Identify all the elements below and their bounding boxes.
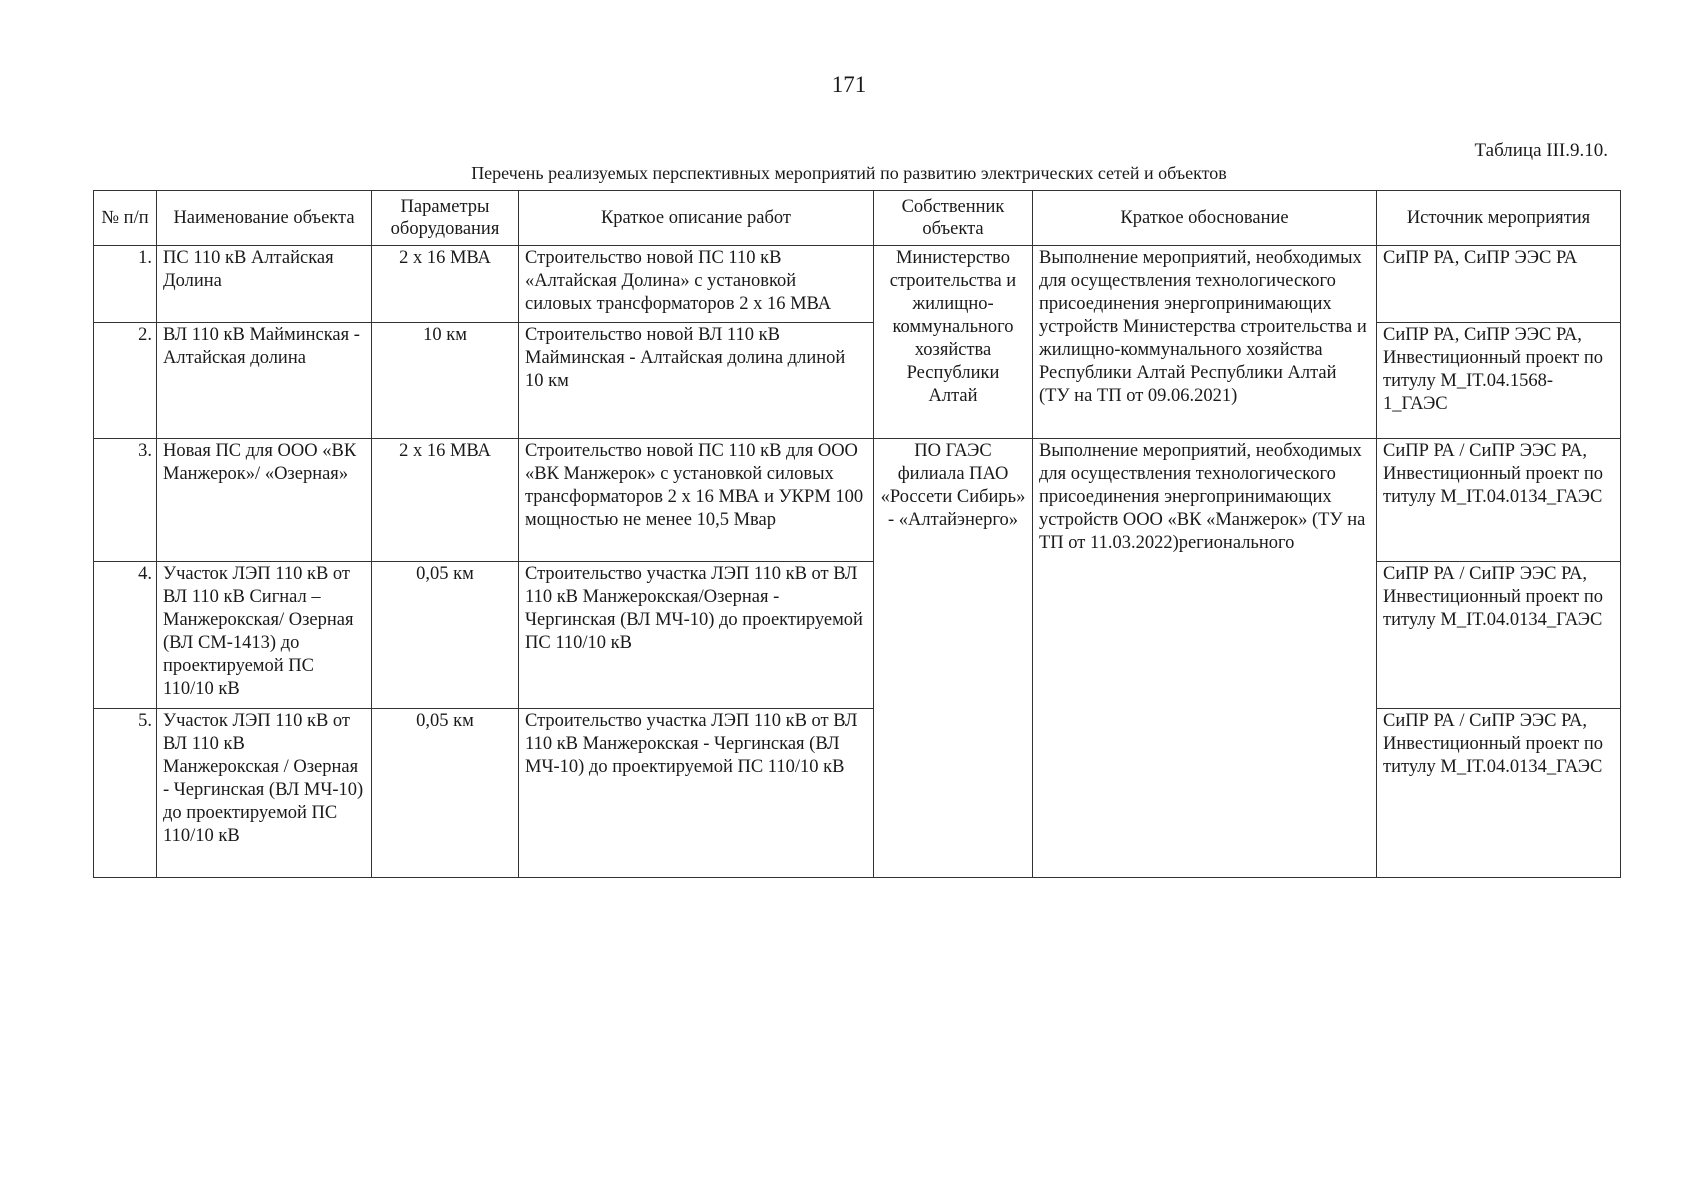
row-params: 2 х 16 МВА xyxy=(372,439,519,562)
row-source: СиПР РА / СиПР ЭЭС РА, Инвестиционный проект по титулу M_IT.04.0134_ГАЭС xyxy=(1377,439,1621,562)
row-params: 10 км xyxy=(372,323,519,439)
header-params: Параметры оборудования xyxy=(372,191,519,246)
table-header-row xyxy=(94,191,1621,246)
row-owner: Министерство строительства и жилищно-коммунального хозяйства Республики Алтай xyxy=(874,246,1033,439)
row-num: 1. xyxy=(94,246,157,323)
row-num: 5. xyxy=(94,709,157,878)
row-num: 3. xyxy=(94,439,157,562)
table-row xyxy=(94,246,1621,323)
row-params: 2 х 16 МВА xyxy=(372,246,519,323)
row-params: 0,05 км xyxy=(372,562,519,709)
header-source: Источник мероприятия xyxy=(1377,191,1621,246)
row-source: СиПР РА, СиПР ЭЭС РА xyxy=(1377,246,1621,323)
row-justification: Выполнение мероприятий, необходимых для осуществления технологического присоединения энергопринимающих устройств ООО «ВК «Манжерок» (ТУ на ТП от 11.03.2022)регионального xyxy=(1033,439,1377,878)
table-caption: Перечень реализуемых перспективных мероприятий по развитию электрических сетей и объектов xyxy=(471,163,1227,183)
page-number: 171 xyxy=(831,72,867,97)
table-row xyxy=(94,562,1621,709)
row-owner: ПО ГАЭС филиала ПАО «Россети Сибирь» - «Алтайэнерго» xyxy=(874,439,1033,878)
row-source: СиПР РА, СиПР ЭЭС РА, Инвестиционный проект по титулу M_IT.04.1568-1_ГАЭС xyxy=(1377,323,1621,439)
row-source: СиПР РА / СиПР ЭЭС РА, Инвестиционный проект по титулу M_IT.04.0134_ГАЭС xyxy=(1377,709,1621,878)
measures-table xyxy=(93,190,1621,878)
row-description: Строительство новой ВЛ 110 кВ Майминская - Алтайская долина длиной 10 км xyxy=(519,323,874,439)
header-owner: Собственник объекта xyxy=(874,191,1033,246)
row-num: 2. xyxy=(94,323,157,439)
row-description: Строительство участка ЛЭП 110 кВ от ВЛ 110 кВ Манжерокская - Чергинская (ВЛ МЧ-10) до проектируемой ПС 110/10 кВ xyxy=(519,709,874,878)
header-justification: Краткое обоснование xyxy=(1033,191,1377,246)
row-params: 0,05 км xyxy=(372,709,519,878)
row-name: Участок ЛЭП 110 кВ от ВЛ 110 кВ Манжерокская / Озерная - Чергинская (ВЛ МЧ-10) до проектируемой ПС 110/10 кВ xyxy=(157,709,372,878)
row-name: ПС 110 кВ Алтайская Долина xyxy=(157,246,372,323)
table-row xyxy=(94,323,1621,439)
header-name: Наименование объекта xyxy=(157,191,372,246)
row-name: Новая ПС для ООО «ВК Манжерок»/ «Озерная» xyxy=(157,439,372,562)
row-source: СиПР РА / СиПР ЭЭС РА, Инвестиционный проект по титулу M_IT.04.0134_ГАЭС xyxy=(1377,562,1621,709)
header-num: № п/п xyxy=(94,191,157,246)
row-num: 4. xyxy=(94,562,157,709)
row-description: Строительство участка ЛЭП 110 кВ от ВЛ 110 кВ Манжерокская/Озерная - Чергинская (ВЛ МЧ-10) до проектируемой ПС 110/10 кВ xyxy=(519,562,874,709)
row-name: Участок ЛЭП 110 кВ от ВЛ 110 кВ Сигнал – Манжерокская/ Озерная (ВЛ СМ-1413) до проектируемой ПС 110/10 кВ xyxy=(157,562,372,709)
row-description: Строительство новой ПС 110 кВ для ООО «ВК Манжерок» с установкой силовых трансформаторов 2 х 16 МВА и УКРМ 100 мощностью не менее 10,5 Мвар xyxy=(519,439,874,562)
table-label: Таблица III.9.10. xyxy=(1474,140,1608,161)
row-justification: Выполнение мероприятий, необходимых для осуществления технологического присоединения энергопринимающих устройств Министерства строительства и жилищно-коммунального хозяйства Республики Алтай Республики Алтай (ТУ на ТП от 09.06.2021) xyxy=(1033,246,1377,439)
header-description: Краткое описание работ xyxy=(519,191,874,246)
table-row xyxy=(94,439,1621,562)
table-row xyxy=(94,709,1621,878)
row-name: ВЛ 110 кВ Майминская - Алтайская долина xyxy=(157,323,372,439)
row-description: Строительство новой ПС 110 кВ «Алтайская Долина» с установкой силовых трансформаторов 2 х 16 МВА xyxy=(519,246,874,323)
